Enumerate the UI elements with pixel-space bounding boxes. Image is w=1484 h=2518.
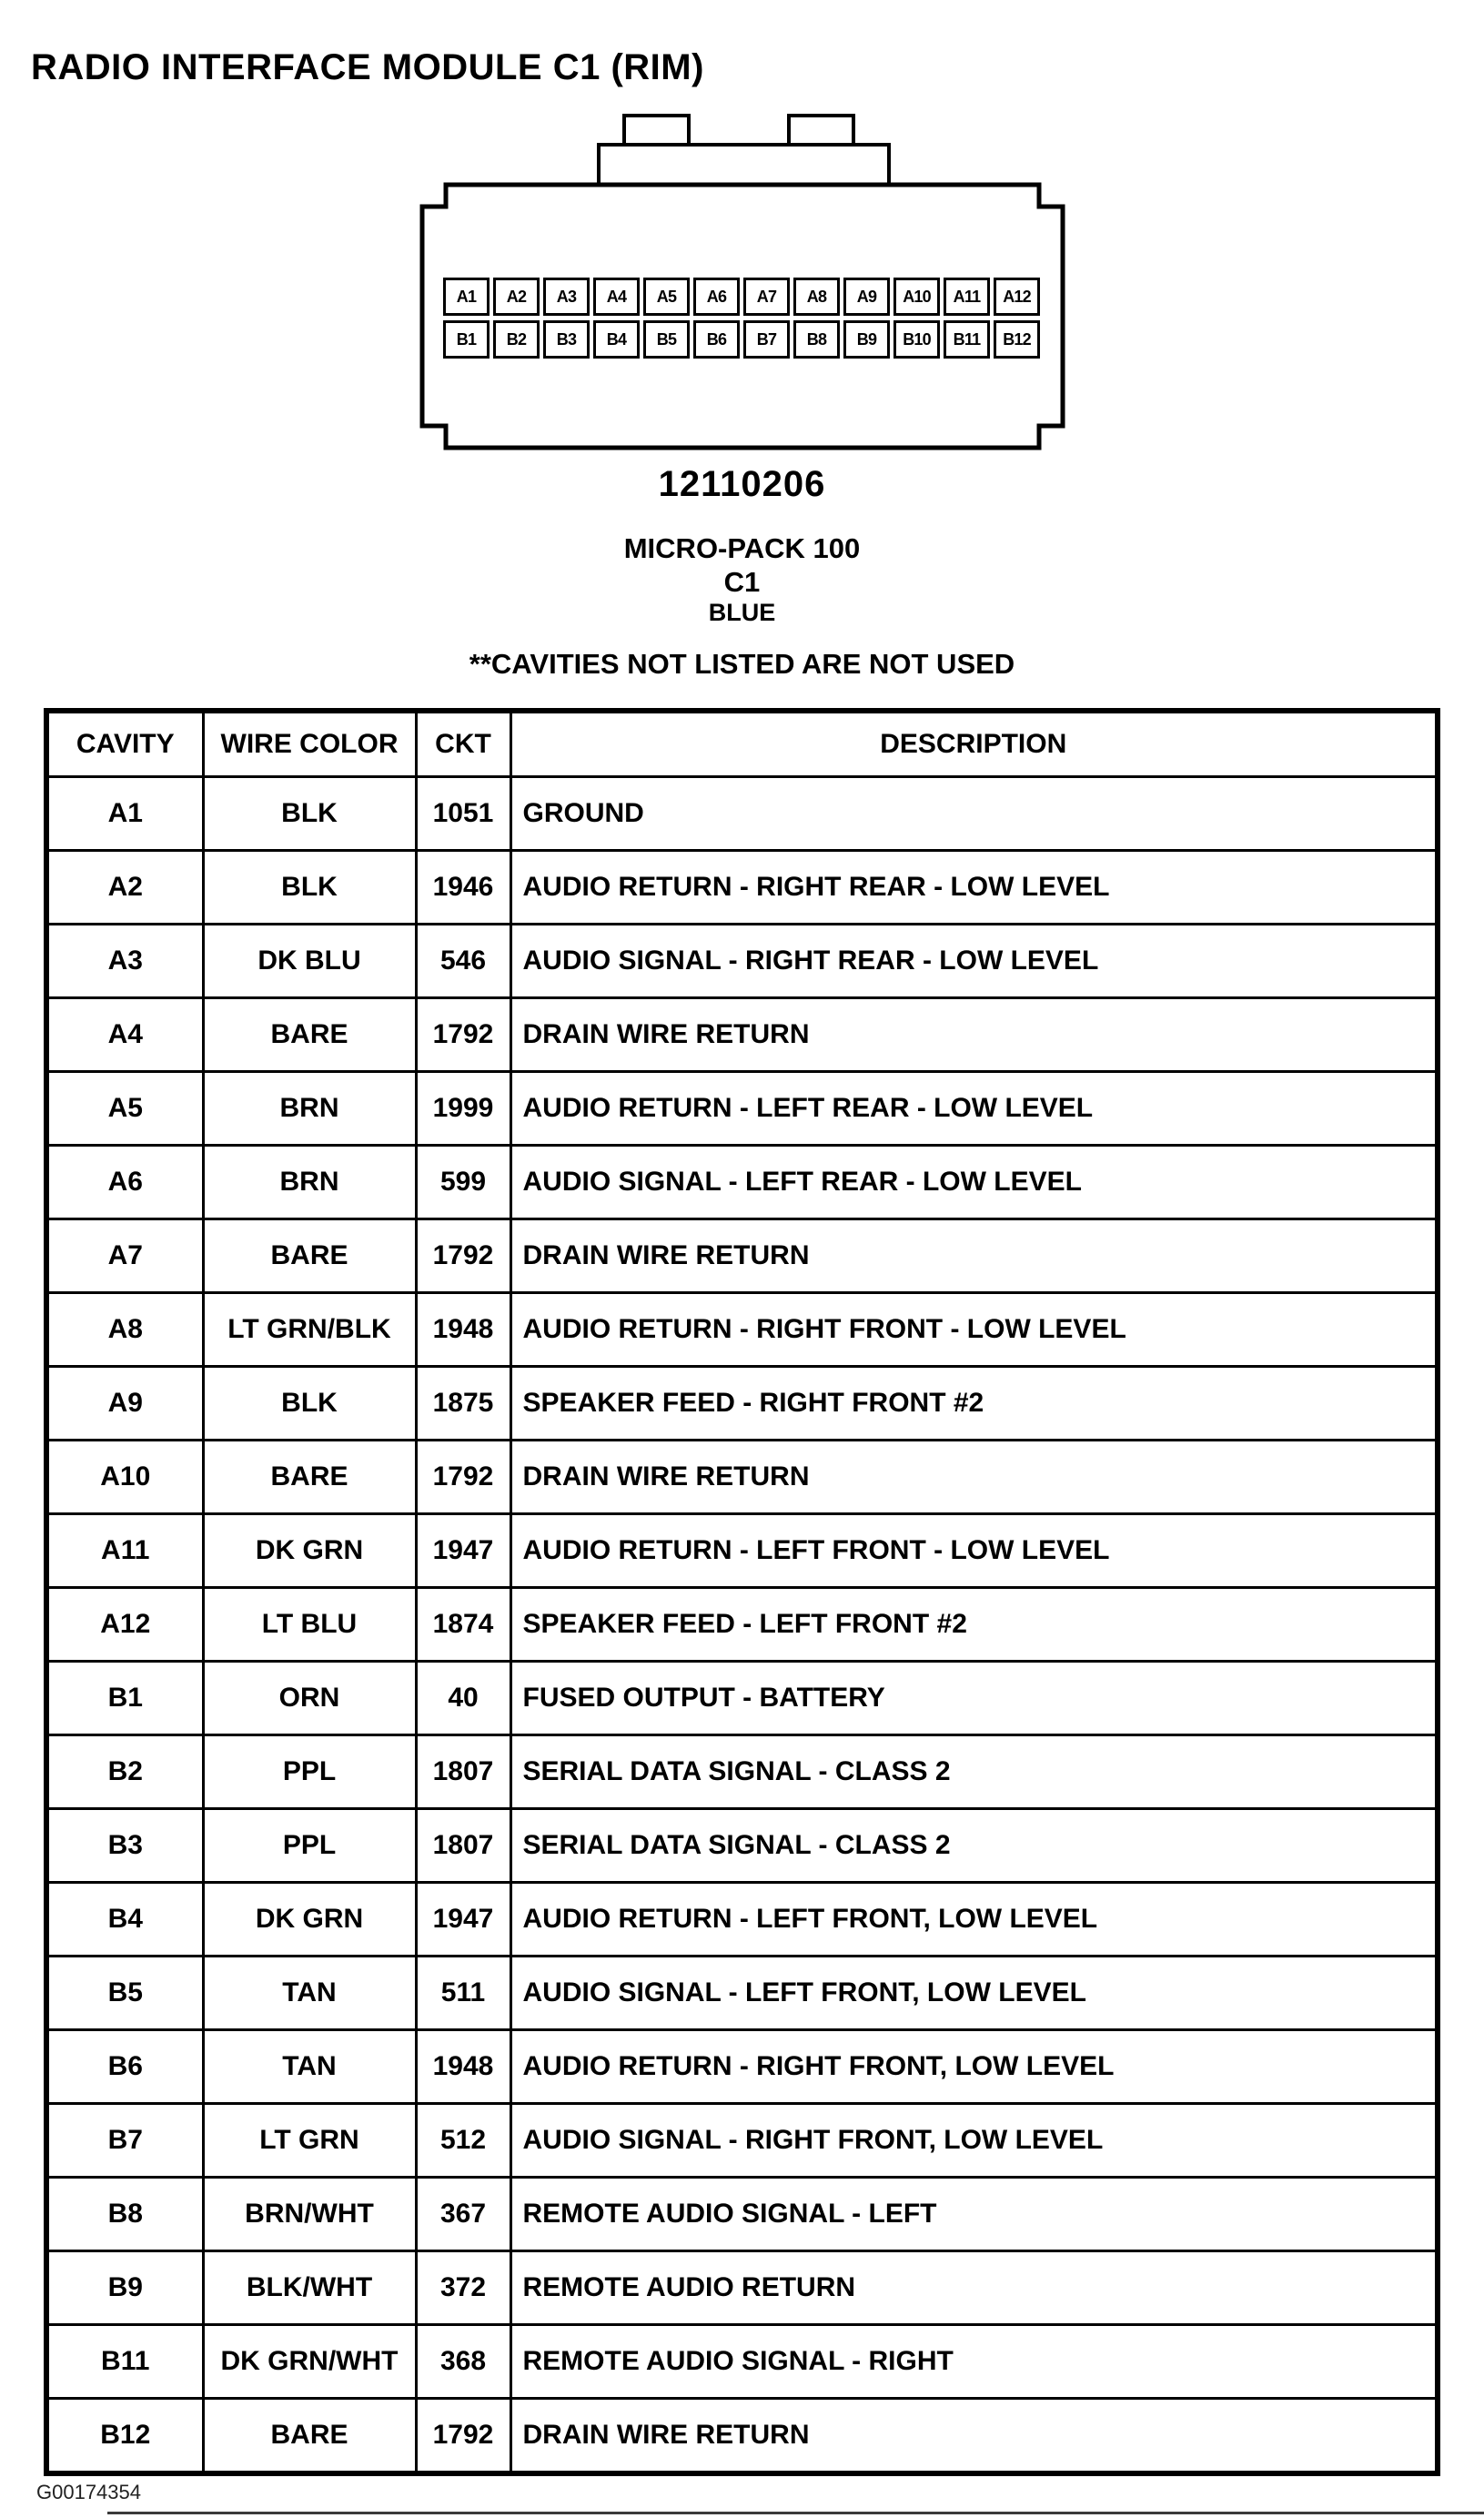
- table-header-description: DESCRIPTION: [510, 711, 1438, 777]
- connector-tab-right: [789, 116, 853, 145]
- description-cell: SERIAL DATA SIGNAL - CLASS 2: [510, 1809, 1438, 1883]
- cavity-cell: A4: [46, 998, 203, 1072]
- cavity-cell: A6: [46, 1146, 203, 1219]
- ckt-cell: 1947: [416, 1514, 510, 1588]
- description-cell: DRAIN WIRE RETURN: [510, 998, 1438, 1072]
- table-row-a12: [46, 1588, 1438, 1662]
- description-cell: AUDIO RETURN - LEFT FRONT, LOW LEVEL: [510, 1883, 1438, 1957]
- table-row-b1: [46, 1662, 1438, 1735]
- ckt-cell: 372: [416, 2251, 510, 2325]
- description-cell: AUDIO RETURN - LEFT FRONT - LOW LEVEL: [510, 1514, 1438, 1588]
- wire-color-cell: BARE: [203, 2399, 416, 2474]
- ckt-cell: 1792: [416, 998, 510, 1072]
- wire-color-cell: BARE: [203, 1441, 416, 1514]
- cavity-cell: B3: [46, 1809, 203, 1883]
- wire-color-cell: BRN/WHT: [203, 2178, 416, 2251]
- description-cell: AUDIO SIGNAL - LEFT REAR - LOW LEVEL: [510, 1146, 1438, 1219]
- connector-pin-b11: B11: [944, 320, 990, 359]
- table-header-row: [46, 711, 1438, 777]
- table-row-a1: [46, 777, 1438, 851]
- description-cell: SPEAKER FEED - RIGHT FRONT #2: [510, 1367, 1438, 1441]
- table-row-a8: [46, 1293, 1438, 1367]
- ckt-cell: 599: [416, 1146, 510, 1219]
- connector-body: [422, 185, 1063, 448]
- cavity-cell: A12: [46, 1588, 203, 1662]
- ckt-cell: 368: [416, 2325, 510, 2399]
- page-edge-line: [107, 2512, 1484, 2514]
- connector-pin-a5: A5: [643, 278, 690, 316]
- table-row-b9: [46, 2251, 1438, 2325]
- table-row-b8: [46, 2178, 1438, 2251]
- connector-pin-a12: A12: [994, 278, 1040, 316]
- connector-pin-a10: A10: [893, 278, 940, 316]
- table-row-a2: [46, 851, 1438, 925]
- connector-pin-a9: A9: [843, 278, 890, 316]
- wire-color-cell: PPL: [203, 1735, 416, 1809]
- connector-diagram: [400, 109, 1083, 464]
- connector-pin-a3: A3: [543, 278, 590, 316]
- cavity-cell: B2: [46, 1735, 203, 1809]
- description-cell: DRAIN WIRE RETURN: [510, 1441, 1438, 1514]
- cavity-cell: B8: [46, 2178, 203, 2251]
- wire-color-cell: LT BLU: [203, 1588, 416, 1662]
- cavity-cell: A5: [46, 1072, 203, 1146]
- wire-color-cell: DK GRN: [203, 1514, 416, 1588]
- description-cell: DRAIN WIRE RETURN: [510, 1219, 1438, 1293]
- wire-color-cell: TAN: [203, 1957, 416, 2030]
- table-row-b5: [46, 1957, 1438, 2030]
- table-row-a3: [46, 925, 1438, 998]
- ckt-cell: 512: [416, 2104, 510, 2178]
- connector-pack-label: MICRO-PACK 100: [623, 532, 861, 564]
- wire-color-cell: BRN: [203, 1146, 416, 1219]
- ckt-cell: 1946: [416, 851, 510, 925]
- pinout-table: [44, 708, 1440, 2476]
- table-row-b6: [46, 2030, 1438, 2104]
- connector-part-number: 12110206: [658, 464, 826, 504]
- connector-pin-row-b: [443, 320, 1040, 359]
- ckt-cell: 1874: [416, 1588, 510, 1662]
- ckt-cell: 1792: [416, 1441, 510, 1514]
- page-title: RADIO INTERFACE MODULE C1 (RIM): [31, 47, 704, 87]
- wire-color-cell: PPL: [203, 1809, 416, 1883]
- description-cell: FUSED OUTPUT - BATTERY: [510, 1662, 1438, 1735]
- table-row-b2: [46, 1735, 1438, 1809]
- cavity-cell: B7: [46, 2104, 203, 2178]
- connector-pin-b6: B6: [693, 320, 740, 359]
- connector-pin-a7: A7: [743, 278, 790, 316]
- connector-tab-left: [624, 116, 689, 145]
- table-row-a11: [46, 1514, 1438, 1588]
- cavity-cell: A11: [46, 1514, 203, 1588]
- description-cell: SPEAKER FEED - LEFT FRONT #2: [510, 1588, 1438, 1662]
- wire-color-cell: BLK: [203, 777, 416, 851]
- cavity-cell: A9: [46, 1367, 203, 1441]
- connector-pin-b8: B8: [793, 320, 840, 359]
- cavity-cell: B5: [46, 1957, 203, 2030]
- wire-color-cell: ORN: [203, 1662, 416, 1735]
- connector-pin-a2: A2: [493, 278, 540, 316]
- wire-color-cell: BARE: [203, 1219, 416, 1293]
- ckt-cell: 1875: [416, 1367, 510, 1441]
- table-row-a6: [46, 1146, 1438, 1219]
- connector-tab-wide: [599, 145, 889, 185]
- ckt-cell: 546: [416, 925, 510, 998]
- connector-pin-a6: A6: [693, 278, 740, 316]
- wire-color-cell: BLK: [203, 851, 416, 925]
- ckt-cell: 1947: [416, 1883, 510, 1957]
- connector-pin-b7: B7: [743, 320, 790, 359]
- table-row-a9: [46, 1367, 1438, 1441]
- cavities-note: **CAVITIES NOT LISTED ARE NOT USED: [469, 648, 1015, 680]
- table-header-ckt: CKT: [416, 711, 510, 777]
- wire-color-cell: BARE: [203, 998, 416, 1072]
- wire-color-cell: BRN: [203, 1072, 416, 1146]
- connector-pin-a1: A1: [443, 278, 490, 316]
- table-row-b7: [46, 2104, 1438, 2178]
- wire-color-cell: LT GRN: [203, 2104, 416, 2178]
- description-cell: GROUND: [510, 777, 1438, 851]
- table-row-b12: [46, 2399, 1438, 2474]
- description-cell: AUDIO SIGNAL - LEFT FRONT, LOW LEVEL: [510, 1957, 1438, 2030]
- connector-pin-a4: A4: [593, 278, 640, 316]
- description-cell: SERIAL DATA SIGNAL - CLASS 2: [510, 1735, 1438, 1809]
- table-row-b4: [46, 1883, 1438, 1957]
- ckt-cell: 1051: [416, 777, 510, 851]
- connector-pin-b10: B10: [893, 320, 940, 359]
- figure-id: G00174354: [36, 2481, 141, 2503]
- connector-pin-b3: B3: [543, 320, 590, 359]
- cavity-cell: A3: [46, 925, 203, 998]
- connector-pin-b1: B1: [443, 320, 490, 359]
- cavity-cell: B11: [46, 2325, 203, 2399]
- ckt-cell: 1807: [416, 1809, 510, 1883]
- wire-color-cell: DK GRN: [203, 1883, 416, 1957]
- ckt-cell: 367: [416, 2178, 510, 2251]
- table-row-b3: [46, 1809, 1438, 1883]
- ckt-cell: 1792: [416, 1219, 510, 1293]
- description-cell: REMOTE AUDIO SIGNAL - RIGHT: [510, 2325, 1438, 2399]
- cavity-cell: B12: [46, 2399, 203, 2474]
- connector-pin-b4: B4: [593, 320, 640, 359]
- wire-color-cell: DK GRN/WHT: [203, 2325, 416, 2399]
- connector-pin-b12: B12: [994, 320, 1040, 359]
- cavity-cell: A1: [46, 777, 203, 851]
- connector-pin-a8: A8: [793, 278, 840, 316]
- description-cell: AUDIO RETURN - RIGHT FRONT, LOW LEVEL: [510, 2030, 1438, 2104]
- description-cell: AUDIO RETURN - LEFT REAR - LOW LEVEL: [510, 1072, 1438, 1146]
- table-header-cavity: CAVITY: [46, 711, 203, 777]
- cavity-cell: B1: [46, 1662, 203, 1735]
- ckt-cell: 1807: [416, 1735, 510, 1809]
- table-row-b11: [46, 2325, 1438, 2399]
- cavity-cell: A7: [46, 1219, 203, 1293]
- connector-pin-row-a: [443, 278, 1040, 316]
- description-cell: AUDIO SIGNAL - RIGHT REAR - LOW LEVEL: [510, 925, 1438, 998]
- ckt-cell: 40: [416, 1662, 510, 1735]
- description-cell: REMOTE AUDIO RETURN: [510, 2251, 1438, 2325]
- table-header-wire-color: WIRE COLOR: [203, 711, 416, 777]
- cavity-cell: A2: [46, 851, 203, 925]
- ckt-cell: 1999: [416, 1072, 510, 1146]
- wire-color-cell: BLK: [203, 1367, 416, 1441]
- ckt-cell: 511: [416, 1957, 510, 2030]
- connector-pin-b9: B9: [843, 320, 890, 359]
- description-cell: DRAIN WIRE RETURN: [510, 2399, 1438, 2474]
- description-cell: AUDIO RETURN - RIGHT REAR - LOW LEVEL: [510, 851, 1438, 925]
- ckt-cell: 1792: [416, 2399, 510, 2474]
- cavity-cell: A10: [46, 1441, 203, 1514]
- ckt-cell: 1948: [416, 1293, 510, 1367]
- wire-color-cell: LT GRN/BLK: [203, 1293, 416, 1367]
- table-row-a4: [46, 998, 1438, 1072]
- description-cell: REMOTE AUDIO SIGNAL - LEFT: [510, 2178, 1438, 2251]
- connector-pin-a11: A11: [944, 278, 990, 316]
- wire-color-cell: DK BLU: [203, 925, 416, 998]
- connector-name: C1: [723, 566, 761, 598]
- table-row-a10: [46, 1441, 1438, 1514]
- table-row-a5: [46, 1072, 1438, 1146]
- cavity-cell: B4: [46, 1883, 203, 1957]
- ckt-cell: 1948: [416, 2030, 510, 2104]
- connector-color: BLUE: [708, 599, 776, 626]
- table-row-a7: [46, 1219, 1438, 1293]
- wire-color-cell: BLK/WHT: [203, 2251, 416, 2325]
- description-cell: AUDIO SIGNAL - RIGHT FRONT, LOW LEVEL: [510, 2104, 1438, 2178]
- connector-pin-b2: B2: [493, 320, 540, 359]
- cavity-cell: B6: [46, 2030, 203, 2104]
- cavity-cell: B9: [46, 2251, 203, 2325]
- wire-color-cell: TAN: [203, 2030, 416, 2104]
- connector-pin-b5: B5: [643, 320, 690, 359]
- cavity-cell: A8: [46, 1293, 203, 1367]
- description-cell: AUDIO RETURN - RIGHT FRONT - LOW LEVEL: [510, 1293, 1438, 1367]
